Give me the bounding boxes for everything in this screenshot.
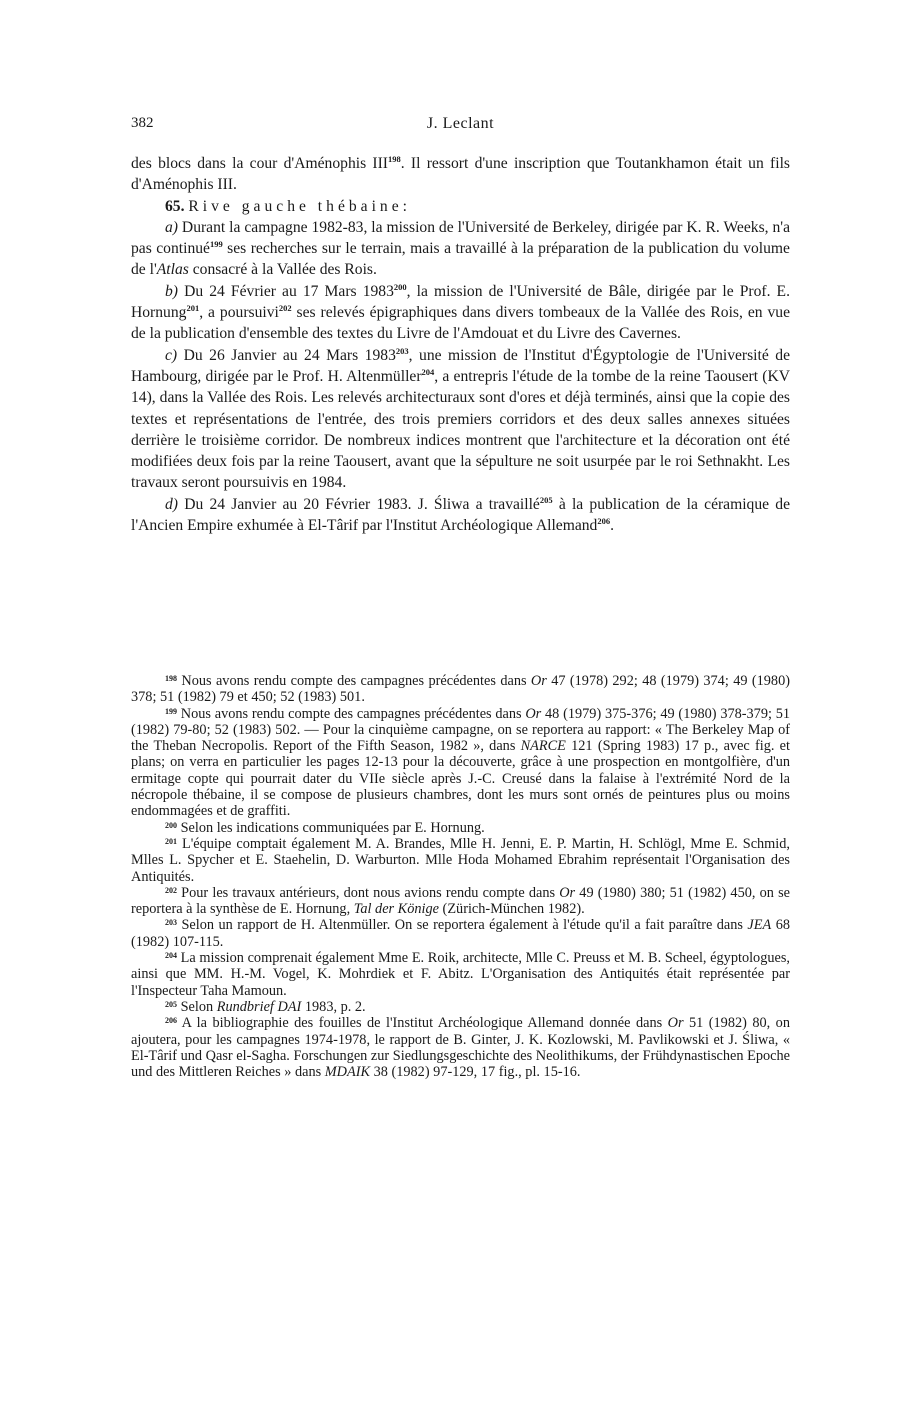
text: 1983, p. 2. [301, 998, 366, 1015]
footnote-ref[interactable]: 199 [209, 239, 223, 250]
text: Selon un rapport de H. Altenmüller. On se reportera également à l'étude qu'il a fait paraître dans [177, 917, 748, 934]
text: 38 (1982) 97-129, 17 fig., pl. 15-16. [370, 1064, 581, 1081]
text: 51 (1982) 80, on ajoutera, pour les campagnes 1974-1978, le rapport de B. Ginter, J. K. Kozlowski, M. Pavlikowski et J. Śliwa, « El-Târif und Qasr el-Sagha. Forschungen zur Siedlungsgeschichte des Neolithikums, der Frühdynastischen Epoche und des Mittleren Reiches » dans [131, 1015, 790, 1081]
footnote-ref[interactable]: 204 [421, 366, 435, 377]
text: Nous avons rendu compte des campagnes précédentes dans [177, 705, 526, 722]
footnote-200 [131, 820, 790, 836]
italic-title: Rundbrief DAI [216, 998, 302, 1015]
text: Nous avons rendu compte des campagnes précédentes dans [177, 673, 531, 689]
italic-title: Or [667, 1015, 684, 1032]
text: . Il ressort d'une inscription que Toutankhamon était un fils d'Aménophis III. [131, 155, 790, 194]
footnote-204 [131, 950, 790, 999]
footnote-number: 204 [165, 951, 177, 961]
italic-title: Or [525, 705, 542, 722]
footnote-203 [131, 917, 790, 950]
paragraph-a [131, 217, 790, 281]
text: , a entrepris l'étude de la tombe de la reine Taousert (KV 14), dans la Vallée des Rois. Les relevés architecturaux sont d'ores et déjà terminés, ainsi que la copie des textes et représentations de l'entrée, des trois premiers corridors et des deux salles annexes situées derrière le troisième corridor. De nombreux indices montrent que l'architecture et la décoration ont été modifiées deux fois par la reine Taousert, avant que la sépulture ne soit usurpée par le roi Sethnakht. Les travaux seront poursuivis en 1984. [131, 367, 790, 492]
text: Selon [177, 998, 217, 1015]
paragraph-d [131, 494, 790, 537]
italic-title: NARCE [520, 738, 566, 755]
footnote-number: 206 [165, 1016, 177, 1026]
section-number: 65. [165, 197, 185, 215]
text: A la bibliographie des fouilles de l'Institut Archéologique Allemand donnée dans [177, 1015, 668, 1032]
italic-title: Tal der Könige [353, 901, 439, 918]
text: des blocs dans la cour d'Aménophis III [131, 155, 388, 172]
page-number: 382 [131, 115, 154, 131]
text: consacré à la Vallée des Rois. [188, 261, 377, 279]
paragraph-c [131, 345, 790, 494]
footnote-202 [131, 885, 790, 918]
footnote-ref[interactable]: 200 [393, 281, 407, 292]
item-label: c) [165, 346, 178, 364]
text: L'équipe comptait également M. A. Brandes, Mlle H. Jenni, E. P. Martin, H. Schlögl, Mme E. Schmid, Mlles L. Spycher et E. Staehelin, D. Warburton. Mlle Hoda Mohamed Ebrahim représentait l'Organisation des Antiquités. [131, 835, 790, 885]
footnote-number: 198 [165, 674, 177, 683]
footnote-198 [131, 673, 790, 706]
footnote-ref[interactable]: 206 [597, 516, 611, 527]
footnote-ref[interactable]: 201 [186, 303, 200, 314]
page-header [131, 115, 790, 137]
footnote-number: 205 [165, 999, 177, 1009]
item-label: d) [165, 495, 178, 513]
text: ses relevés épigraphiques dans divers tombeaux de la Vallée des Rois, en vue de la publication d'ensemble des textes du Livre de l'Amdouat et du Livre des Cavernes. [131, 304, 790, 343]
footnote-199 [131, 706, 790, 820]
footnote-ref[interactable]: 202 [278, 303, 292, 314]
section-heading [131, 196, 790, 217]
text: 47 (1978) 292; 48 (1979) 374; 49 (1980) 378; 51 (1982) 79 et 450; 52 (1983) 501. [131, 673, 790, 706]
text: Selon les indications communiquées par E. Hornung. [177, 819, 485, 836]
footnote-number: 200 [165, 820, 177, 830]
text: Pour les travaux antérieurs, dont nous avions rendu compte dans [177, 884, 560, 901]
text: à la publication de la céramique de l'Ancien Empire exhumée à El-Târif par l'Institut Archéologique Allemand [131, 495, 790, 535]
text: La mission comprenait également Mme E. Roik, architecte, Mlle C. Preuss et M. B. Scheel, égyptologues, ainsi que MM. H.-M. Vogel, K. Mohrdiek et F. Abitz. L'Organisation des Antiquités était représentée par l'Inspecteur Taha Mamoun. [131, 950, 790, 999]
paragraph-b [131, 281, 790, 345]
running-head: J. Leclant [426, 115, 495, 132]
text: , a poursuivi [199, 304, 279, 322]
text: Du 24 Février au 17 Mars 1983 [178, 282, 394, 300]
footnote-201 [131, 836, 790, 885]
section-title: Rive gauche thébaine: [188, 197, 411, 215]
text: Du 24 Janvier au 20 Février 1983. J. Śliwa a travaillé [178, 495, 540, 513]
footnote-ref[interactable]: 198 [388, 154, 401, 164]
footnote-number: 201 [165, 836, 177, 846]
footnote-ref[interactable]: 203 [395, 345, 409, 356]
footnotes [131, 673, 790, 1080]
footnote-number: 203 [165, 918, 177, 928]
text: Durant la campagne 1982-83, la mission de l'Université de Berkeley, dirigée par K. R. Weeks, n'a pas continué [131, 218, 790, 258]
item-label: a) [165, 218, 178, 236]
text: (Zürich-München 1982). [438, 901, 585, 918]
footnote-205 [131, 999, 790, 1015]
text: , la mission de l'Université de Bâle, dirigée par le Prof. E. Hornung [131, 282, 790, 322]
text: , une mission de l'Institut d'Égyptologie de l'Université de Hambourg, dirigée par le Prof. H. Altenmüller [131, 346, 790, 385]
text: 49 (1980) 380; 51 (1982) 450, on se reportera à la synthèse de E. Hornung, [131, 884, 791, 918]
main-text [131, 153, 790, 536]
footnote-206 [131, 1015, 790, 1080]
footnote-ref[interactable]: 205 [539, 494, 553, 505]
text: 121 (Spring 1983) 17 p., avec fig. et plans; on verra en particulier les pages 12-13 pour la découverte, grâce à une prospection en montgolfière, d'un ermitage copte qui pourrait dater du VIIe siècle après J.-C. Creusé dans la falaise à l'extrémité Nord de la nécropole thébaine, il se compose de plusieurs chambres, dont les murs sont ornés de peintures plus ou moins endommagées et de graffiti. [131, 738, 790, 820]
text: Du 26 Janvier au 24 Mars 1983 [177, 346, 396, 364]
item-label: b) [165, 282, 178, 300]
italic-title: Or [559, 884, 576, 901]
text: 48 (1979) 375-376; 49 (1980) 378-379; 51 (1982) 79-80; 52 (1983) 502. — Pour la cinquième campagne, on se reportera au rapport: « The Berkeley Map of the Theban Necropolis. Report of the Fifth Season, 1982 », dans [131, 705, 791, 755]
text: 68 (1982) 107-115. [131, 917, 790, 950]
italic-title: Atlas [156, 261, 189, 279]
italic-title: Or [530, 673, 547, 689]
italic-title: MDAIK [324, 1064, 371, 1081]
text: . [610, 517, 615, 535]
italic-title: JEA [747, 917, 772, 934]
paragraph-continuation [131, 153, 790, 196]
footnote-number: 202 [165, 885, 177, 895]
text: ses recherches sur le terrain, mais a travaillé à la préparation de la publication du volume de l' [131, 240, 790, 279]
footnote-number: 199 [165, 706, 177, 716]
